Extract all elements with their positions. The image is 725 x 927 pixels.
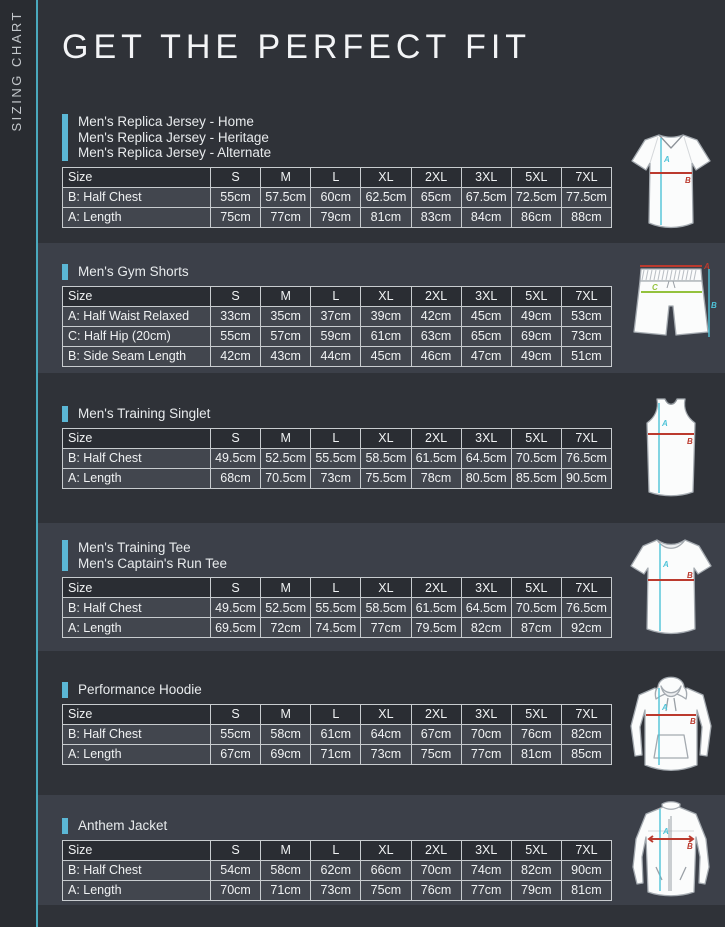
measurement-value: 58cm [261,860,311,880]
size-column-m: M [261,167,311,187]
size-column-5xl: 5XL [511,428,561,448]
table-row [63,326,612,346]
measurement-value: 74cm [461,860,511,880]
measurement-value: 82cm [461,618,511,638]
section-title: Men's Replica Jersey - Alternate [78,145,272,160]
measurement-value: 55cm [211,326,261,346]
svg-text:B: B [690,717,696,726]
size-column-s: S [211,428,261,448]
measurement-value: 55.5cm [311,448,361,468]
size-column-xl: XL [361,840,411,860]
measurement-value: 72cm [261,618,311,638]
size-column-7xl: 7XL [561,286,611,306]
size-column-s: S [211,167,261,187]
measurement-value: 64.5cm [461,448,511,468]
measurement-value: 79cm [311,207,361,227]
table-row [63,468,612,488]
singlet-illustration-icon [625,393,717,503]
measurement-value: 90cm [561,860,611,880]
measurement-value: 92cm [561,618,611,638]
measurement-value: 72.5cm [511,187,561,207]
measurement-value: 63cm [411,326,461,346]
measurement-value: 62.5cm [361,187,411,207]
measurement-value: 70cm [461,724,511,744]
section-mens-training-singlet [38,373,725,523]
shorts-illustration-icon [625,253,717,363]
measurement-value: 77cm [461,880,511,900]
table-row [63,724,612,744]
size-column-7xl: 7XL [561,704,611,724]
size-column-2xl: 2XL [411,286,461,306]
measurement-value: 58.5cm [361,598,411,618]
table-row [63,880,612,900]
measurement-label: A: Half Waist Relaxed [63,306,211,326]
measurement-value: 85.5cm [511,468,561,488]
size-column-xl: XL [361,286,411,306]
measurement-value: 81cm [361,207,411,227]
section-title: Men's Captain's Run Tee [78,555,227,571]
measurement-label: B: Half Chest [63,187,211,207]
measurement-value: 60cm [311,187,361,207]
measurement-value: 73cm [561,326,611,346]
size-table-header-row [63,840,612,860]
measurement-value: 62cm [311,860,361,880]
svg-text:A: A [664,155,670,164]
measurement-value: 70.5cm [511,598,561,618]
table-row [63,598,612,618]
table-row [63,346,612,366]
measurement-value: 87cm [511,618,561,638]
size-column-m: M [261,428,311,448]
size-column-3xl: 3XL [461,840,511,860]
sections-root [38,95,725,905]
size-column-header: Size [63,428,211,448]
size-column-xl: XL [361,578,411,598]
measurement-value: 78cm [411,468,461,488]
size-column-xl: XL [361,167,411,187]
measurement-value: 39cm [361,306,411,326]
measurement-value: 79cm [511,880,561,900]
table-row [63,207,612,227]
table-row [63,187,612,207]
measurement-value: 49.5cm [211,598,261,618]
measurement-value: 71cm [311,744,361,764]
measurement-value: 76.5cm [561,598,611,618]
measurement-value: 75.5cm [361,468,411,488]
size-column-header: Size [63,286,211,306]
measurement-value: 84cm [461,207,511,227]
size-column-xl: XL [361,428,411,448]
size-column-xl: XL [361,704,411,724]
measurement-value: 42cm [411,306,461,326]
measurement-label: A: Length [63,880,211,900]
section-title-group [62,264,189,280]
measurement-value: 55cm [211,187,261,207]
measurement-value: 69cm [261,744,311,764]
section-title-group [62,682,202,698]
size-table [62,840,612,901]
size-column-5xl: 5XL [511,286,561,306]
measurement-value: 47cm [461,346,511,366]
measurement-value: 76cm [511,724,561,744]
section-mens-training-tee [38,523,725,651]
measurement-value: 45cm [361,346,411,366]
svg-text:A: A [704,262,710,271]
measurement-value: 90.5cm [561,468,611,488]
measurement-value: 73cm [311,468,361,488]
measurement-value: 71cm [261,880,311,900]
measurement-value: 57cm [261,326,311,346]
size-column-l: L [311,167,361,187]
measurement-label: A: Length [63,207,211,227]
svg-text:B: B [687,437,693,446]
svg-text:A: A [663,827,669,836]
size-column-3xl: 3XL [461,578,511,598]
measurement-value: 61cm [311,724,361,744]
svg-text:A: A [662,419,668,428]
measurement-label: A: Length [63,744,211,764]
size-column-m: M [261,286,311,306]
section-title: Performance Hoodie [78,682,202,697]
svg-text:A: A [662,703,668,712]
measurement-value: 69.5cm [211,618,261,638]
measurement-value: 81cm [561,880,611,900]
measurement-value: 58.5cm [361,448,411,468]
size-column-header: Size [63,167,211,187]
size-column-7xl: 7XL [561,578,611,598]
measurement-value: 70cm [411,860,461,880]
measurement-value: 55.5cm [311,598,361,618]
size-column-m: M [261,840,311,860]
measurement-value: 70cm [211,880,261,900]
measurement-value: 85cm [561,744,611,764]
measurement-value: 55cm [211,724,261,744]
size-column-7xl: 7XL [561,840,611,860]
measurement-value: 88cm [561,207,611,227]
measurement-value: 70.5cm [511,448,561,468]
measurement-value: 35cm [261,306,311,326]
section-title-group [62,406,210,422]
size-column-5xl: 5XL [511,578,561,598]
section-title-group [62,114,271,161]
page-title: GET THE PERFECT FIT [62,28,532,66]
measurement-value: 52.5cm [261,448,311,468]
size-column-2xl: 2XL [411,840,461,860]
measurement-value: 64.5cm [461,598,511,618]
measurement-value: 61.5cm [411,448,461,468]
size-column-l: L [311,286,361,306]
measurement-label: A: Length [63,468,211,488]
table-row [63,860,612,880]
size-table-header-row [63,286,612,306]
content-area [38,0,725,905]
size-table-header-row [63,578,612,598]
section-title: Men's Training Tee [78,540,191,555]
measurement-value: 70.5cm [261,468,311,488]
size-column-5xl: 5XL [511,704,561,724]
section-title: Men's Gym Shorts [78,264,189,279]
size-column-l: L [311,840,361,860]
measurement-value: 65cm [461,326,511,346]
sidebar-vertical-label: SIZING CHART [9,10,24,132]
measurement-value: 77cm [261,207,311,227]
size-column-m: M [261,578,311,598]
size-column-2xl: 2XL [411,167,461,187]
size-column-header: Size [63,578,211,598]
section-title-group [62,818,167,834]
size-column-5xl: 5XL [511,840,561,860]
size-column-2xl: 2XL [411,428,461,448]
size-column-7xl: 7XL [561,167,611,187]
measurement-value: 42cm [211,346,261,366]
measurement-value: 86cm [511,207,561,227]
measurement-value: 52.5cm [261,598,311,618]
size-column-7xl: 7XL [561,428,611,448]
measurement-value: 83cm [411,207,461,227]
size-table [62,577,612,638]
svg-text:B: B [711,301,717,310]
measurement-value: 61cm [361,326,411,346]
measurement-value: 46cm [411,346,461,366]
measurement-label: B: Half Chest [63,860,211,880]
size-table-header-row [63,167,612,187]
measurement-value: 81cm [511,744,561,764]
measurement-value: 82cm [511,860,561,880]
svg-text:B: B [685,176,691,185]
measurement-value: 75cm [211,207,261,227]
measurement-value: 58cm [261,724,311,744]
tee-illustration-icon [625,532,717,642]
measurement-value: 82cm [561,724,611,744]
size-column-s: S [211,840,261,860]
measurement-value: 37cm [311,306,361,326]
size-column-l: L [311,704,361,724]
measurement-value: 64cm [361,724,411,744]
table-row [63,306,612,326]
size-column-header: Size [63,704,211,724]
size-column-3xl: 3XL [461,428,511,448]
section-title: Men's Training Singlet [78,406,211,421]
sidebar [0,0,36,927]
measurement-label: B: Half Chest [63,448,211,468]
measurement-value: 51cm [561,346,611,366]
measurement-label: B: Side Seam Length [63,346,211,366]
measurement-label: A: Length [63,618,211,638]
measurement-value: 67.5cm [461,187,511,207]
table-row [63,448,612,468]
measurement-value: 53cm [561,306,611,326]
size-column-l: L [311,428,361,448]
size-column-m: M [261,704,311,724]
size-column-3xl: 3XL [461,167,511,187]
measurement-label: B: Half Chest [63,598,211,618]
page-header [38,0,725,95]
measurement-value: 73cm [311,880,361,900]
hoodie-illustration-icon [625,668,717,778]
size-column-2xl: 2XL [411,704,461,724]
measurement-value: 49cm [511,306,561,326]
measurement-value: 49.5cm [211,448,261,468]
measurement-value: 44cm [311,346,361,366]
section-title: Anthem Jacket [78,818,168,833]
table-row [63,618,612,638]
size-column-l: L [311,578,361,598]
section-title-group [62,540,227,571]
measurement-value: 65cm [411,187,461,207]
measurement-label: C: Half Hip (20cm) [63,326,211,346]
measurement-value: 57.5cm [261,187,311,207]
size-table [62,167,612,228]
measurement-value: 75cm [411,744,461,764]
measurement-value: 75cm [361,880,411,900]
size-column-header: Size [63,840,211,860]
measurement-label: B: Half Chest [63,724,211,744]
jacket-illustration-icon [625,795,717,905]
measurement-value: 67cm [211,744,261,764]
section-title: Men's Replica Jersey - Heritage [78,129,269,145]
measurement-value: 74.5cm [311,618,361,638]
size-column-2xl: 2XL [411,578,461,598]
measurement-value: 67cm [411,724,461,744]
svg-text:C: C [652,283,658,292]
size-table [62,704,612,765]
size-column-3xl: 3XL [461,704,511,724]
jersey-illustration-icon [625,126,717,236]
measurement-value: 68cm [211,468,261,488]
section-mens-replica-jersey [38,95,725,243]
section-performance-hoodie [38,651,725,795]
measurement-value: 69cm [511,326,561,346]
measurement-value: 76cm [411,880,461,900]
section-mens-gym-shorts [38,243,725,373]
section-title: Men's Replica Jersey - Home [78,114,254,129]
measurement-value: 45cm [461,306,511,326]
size-table-header-row [63,428,612,448]
measurement-value: 79.5cm [411,618,461,638]
measurement-value: 76.5cm [561,448,611,468]
size-column-3xl: 3XL [461,286,511,306]
measurement-value: 61.5cm [411,598,461,618]
measurement-value: 77cm [361,618,411,638]
measurement-value: 77cm [461,744,511,764]
size-table [62,428,612,489]
measurement-value: 49cm [511,346,561,366]
measurement-value: 73cm [361,744,411,764]
measurement-value: 33cm [211,306,261,326]
measurement-value: 77.5cm [561,187,611,207]
size-column-5xl: 5XL [511,167,561,187]
svg-text:B: B [687,571,693,580]
svg-text:A: A [663,560,669,569]
size-column-s: S [211,704,261,724]
measurement-value: 54cm [211,860,261,880]
table-row [63,744,612,764]
size-column-s: S [211,286,261,306]
measurement-value: 59cm [311,326,361,346]
measurement-value: 80.5cm [461,468,511,488]
size-column-s: S [211,578,261,598]
measurement-value: 66cm [361,860,411,880]
measurement-value: 43cm [261,346,311,366]
svg-text:B: B [687,842,693,851]
size-table-header-row [63,704,612,724]
size-table [62,286,612,367]
section-anthem-jacket [38,795,725,905]
